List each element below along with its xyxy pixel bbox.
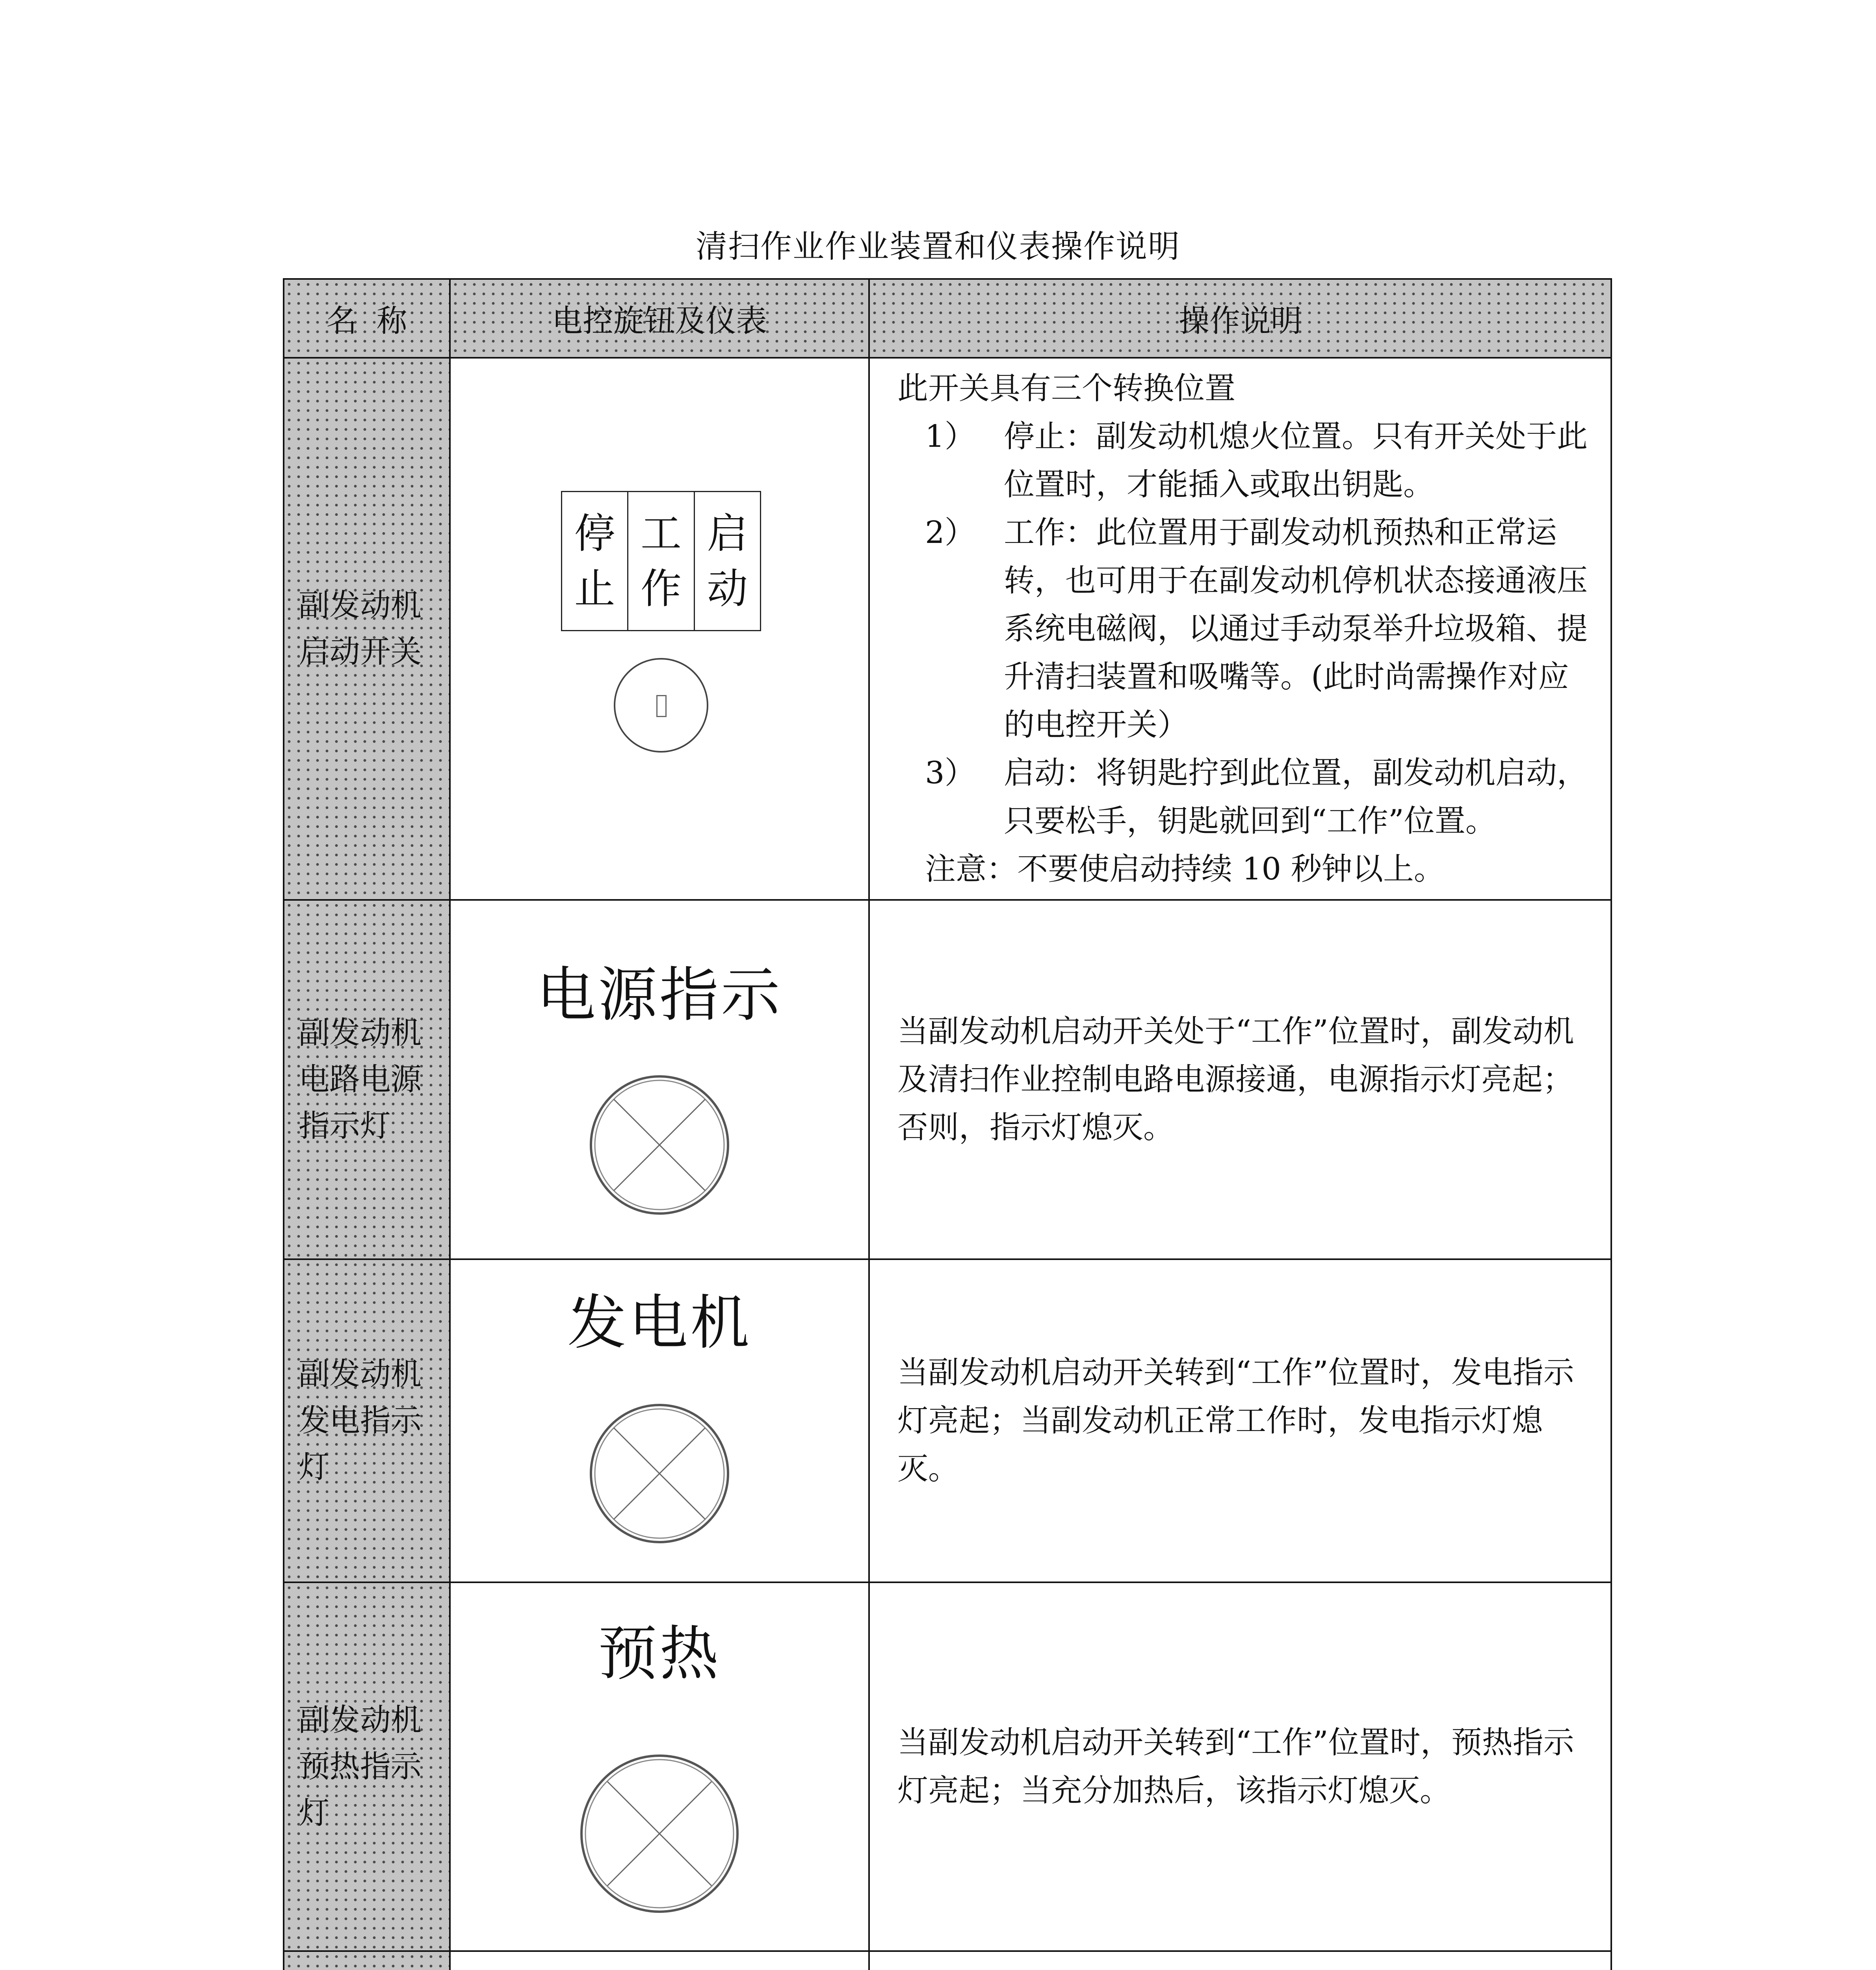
instrument-table	[283, 278, 1612, 1970]
table-row	[284, 1259, 1611, 1582]
switch-position-work: 工 作	[628, 492, 695, 630]
switch-position-stop: 停 止	[562, 492, 628, 630]
document-title: 清扫作业作业装置和仪表操作说明	[696, 228, 1180, 265]
table-row	[284, 1951, 1611, 1970]
row-name: 副发动机电路电源指示灯	[284, 900, 450, 1259]
description-intro: 此开关具有三个转换位置	[897, 371, 1236, 406]
lamp-label: 预热	[598, 1620, 721, 1688]
start-switch-panel	[450, 358, 869, 900]
row-description	[869, 1951, 1611, 1970]
header-description: 操作说明	[869, 279, 1611, 358]
table-row	[284, 1582, 1611, 1951]
row-description: 当副发动机启动开关转到“工作”位置时，发电指示灯亮起；当副发动机正常工作时，发电指示灯熄灭。	[869, 1259, 1611, 1582]
row-description	[869, 358, 1611, 900]
switch-position-start: 启 动	[707, 509, 748, 613]
header-control: 电控旋钮及仪表	[450, 279, 869, 358]
oil-pressure-lamp-panel	[450, 1951, 869, 1970]
caution-note: 注意：不要使启动持续 10 秒钟以上。	[925, 851, 1445, 887]
indicator-lamp-icon	[576, 1750, 743, 1917]
list-item: 3） 启动：将钥匙拧到此位置，副发动机启动，只要松手，钥匙就回到“工作”位置。	[925, 755, 1588, 839]
table-row	[284, 358, 1611, 900]
power-lamp-panel	[450, 900, 869, 1259]
start-switch-positions	[561, 491, 761, 631]
generator-lamp-panel	[450, 1259, 869, 1582]
list-item: 1） 停止：副发动机熄火位置。只有开关处于此位置时，才能插入或取出钥匙。	[925, 419, 1588, 502]
indicator-lamp-icon	[585, 1071, 734, 1219]
row-name: 副发动机启动开关	[284, 358, 450, 900]
indicator-lamp-icon	[585, 1399, 734, 1548]
row-description: 当副发动机启动开关转到“工作”位置时，预热指示灯亮起；当充分加热后，该指示灯熄灭。	[869, 1582, 1611, 1951]
lamp-label: 电源指示	[536, 961, 782, 1030]
list-item: 2） 工作：此位置用于副发动机预热和正常运转，也可用于在副发动机停机状态接通液压系统电磁阀，以通过手动泵举升垃圾箱、提升清扫装置和吸嘴等。(此时尚需操作对应的电控开关）	[925, 515, 1588, 743]
row-name	[284, 1951, 450, 1970]
table-row	[284, 900, 1611, 1259]
preheat-lamp-panel	[450, 1582, 869, 1951]
row-description: 当副发动机启动开关处于“工作”位置时，副发动机及清扫作业控制电路电源接通，电源指示灯亮起；否则，指示灯熄灭。	[869, 900, 1611, 1259]
table-header-row	[284, 279, 1611, 358]
key-switch-icon	[614, 658, 708, 753]
header-name: 名 称	[284, 279, 450, 358]
lamp-label: 发电机	[567, 1289, 752, 1357]
row-name: 副发动机预热指示灯	[284, 1582, 450, 1951]
row-name: 副发动机发电指示灯	[284, 1259, 450, 1582]
